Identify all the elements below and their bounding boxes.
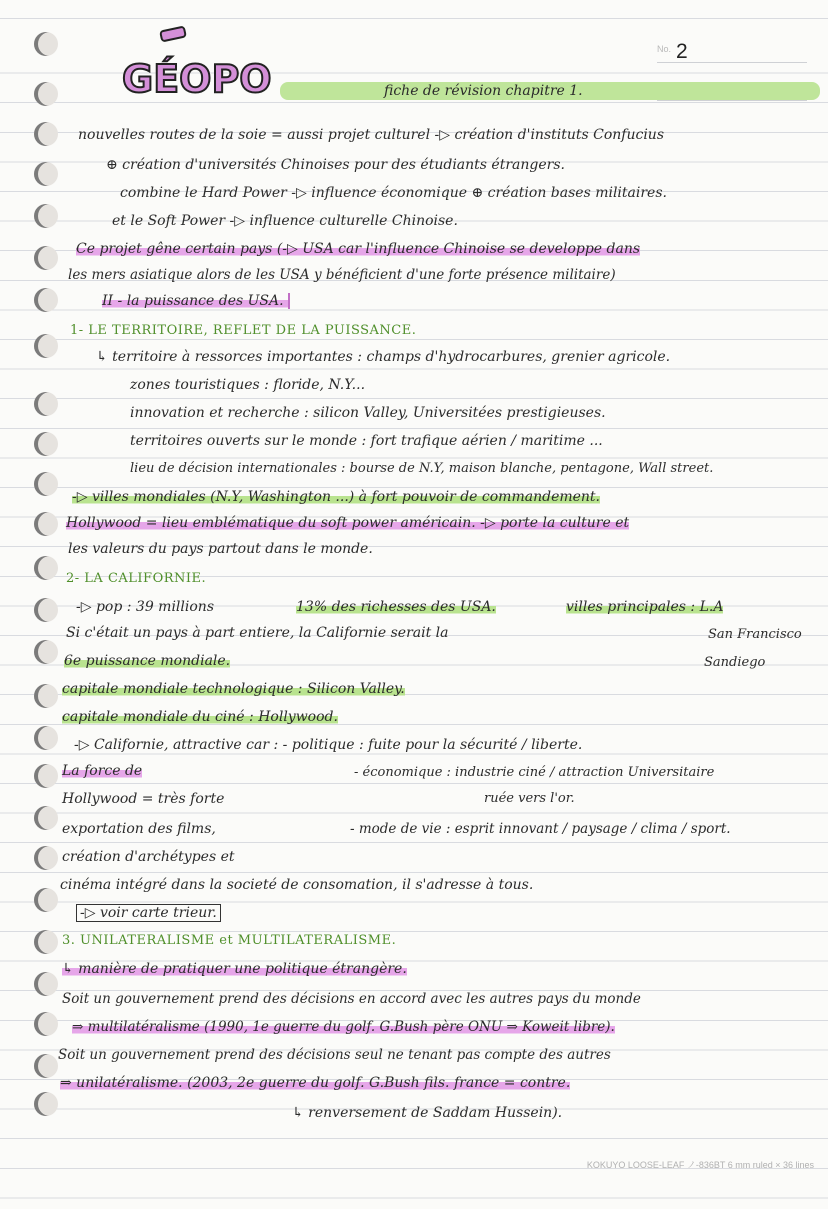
note-line: territoires ouverts sur le monde : fort trafique aérien / maritime ... bbox=[130, 433, 603, 449]
note-line: Soit un gouvernement prend des décisions en accord avec les autres pays du monde bbox=[62, 991, 641, 1007]
note-line: combine le Hard Power -▷ influence économique ⊕ création bases militaires. bbox=[120, 185, 667, 201]
note-line: Sandiego bbox=[704, 655, 766, 670]
binder-hole bbox=[34, 726, 58, 750]
binder-hole bbox=[34, 512, 58, 536]
binder-hole bbox=[34, 162, 58, 186]
paper-brand: KOKUYO LOOSE-LEAF ノ-836BT 6 mm ruled × 36 lines bbox=[586, 1160, 814, 1170]
page-number: 2 bbox=[676, 40, 688, 63]
no-label: No. bbox=[657, 44, 672, 54]
note-line: -▷ pop : 39 millions bbox=[76, 599, 214, 615]
subsection-title: 2- LA CALIFORNIE. bbox=[66, 571, 207, 586]
note-line: Ce projet gêne certain pays (-▷ USA car l'influence Chinoise se developpe dans bbox=[76, 241, 641, 257]
binder-hole bbox=[34, 598, 58, 622]
binder-hole bbox=[34, 32, 58, 56]
binder-hole bbox=[34, 1092, 58, 1116]
binder-hole bbox=[34, 846, 58, 870]
note-line: zones touristiques : floride, N.Y... bbox=[130, 377, 366, 393]
note-line: ↳ renversement de Saddam Hussein). bbox=[292, 1105, 563, 1121]
note-line: capitale mondiale du ciné : Hollywood. bbox=[62, 709, 338, 725]
note-line: -▷ voir carte trieur. bbox=[76, 904, 221, 922]
binder-hole bbox=[34, 556, 58, 580]
note-line: villes principales : L.A bbox=[566, 599, 724, 615]
note-line: 13% des richesses des USA. bbox=[296, 599, 496, 615]
binder-hole bbox=[34, 888, 58, 912]
logo bbox=[120, 52, 280, 102]
note-line: et le Soft Power -▷ influence culturelle Chinoise. bbox=[112, 213, 458, 229]
note-line: - mode de vie : esprit innovant / paysage / clima / sport. bbox=[350, 821, 731, 837]
binder-hole bbox=[34, 764, 58, 788]
note-line: ⊕ création d'universités Chinoises pour des étudiants étrangers. bbox=[106, 157, 565, 173]
note-line: ruée vers l'or. bbox=[484, 791, 575, 806]
note-line: innovation et recherche : silicon Valley, Universitées prestigieuses. bbox=[130, 405, 606, 421]
binder-hole bbox=[34, 204, 58, 228]
note-line: La force de bbox=[62, 763, 143, 779]
binder-hole bbox=[34, 334, 58, 358]
note-line: ⇒ multilatéralisme (1990, 1e guerre du golf. G.Bush père ONU ⇒ Koweit libre). bbox=[72, 1019, 615, 1035]
logo-accent-mark bbox=[159, 25, 187, 42]
binder-hole bbox=[34, 1012, 58, 1036]
note-line: Soit un gouvernement prend des décisions seul ne tenant pas compte des autres bbox=[58, 1047, 611, 1063]
page-title: fiche de révision chapitre 1. bbox=[384, 83, 583, 99]
section-title: II - la puissance des USA. bbox=[102, 292, 290, 310]
note-line: création d'archétypes et bbox=[62, 849, 235, 865]
note-line: ↳ manière de pratiquer une politique étrangère. bbox=[62, 961, 407, 977]
binder-hole bbox=[34, 122, 58, 146]
binder-hole bbox=[34, 82, 58, 106]
binder-hole bbox=[34, 1054, 58, 1078]
binder-hole bbox=[34, 640, 58, 664]
subsection-title: 1- LE TERRITOIRE, REFLET DE LA PUISSANCE. bbox=[70, 323, 417, 338]
note-line: capitale mondiale technologique : Silicon Valley. bbox=[62, 681, 405, 697]
note-line: Hollywood = très forte bbox=[62, 791, 225, 807]
note-line: les valeurs du pays partout dans le monde. bbox=[68, 541, 373, 557]
binder-hole bbox=[34, 246, 58, 270]
binder-holes bbox=[0, 0, 70, 1209]
binder-hole bbox=[34, 806, 58, 830]
note-line: Si c'était un pays à part entiere, la Californie serait la bbox=[66, 625, 449, 641]
note-line: -▷ villes mondiales (N.Y, Washington ...) à fort pouvoir de commandement. bbox=[72, 489, 601, 505]
binder-hole bbox=[34, 392, 58, 416]
binder-hole bbox=[34, 472, 58, 496]
note-line: lieu de décision internationales : bourse de N.Y, maison blanche, pentagone, Wall street. bbox=[130, 461, 714, 476]
note-line: nouvelles routes de la soie = aussi projet culturel -▷ création d'instituts Confucius bbox=[78, 127, 665, 143]
note-line: San Francisco bbox=[708, 627, 802, 642]
note-line: ↳ territoire à ressorces importantes : champs d'hydrocarbures, grenier agricole. bbox=[96, 349, 671, 365]
note-line: - économique : industrie ciné / attraction Universitaire bbox=[354, 765, 715, 780]
note-line: Hollywood = lieu emblématique du soft power américain. -▷ porte la culture et bbox=[66, 515, 630, 531]
binder-hole bbox=[34, 930, 58, 954]
binder-hole bbox=[34, 972, 58, 996]
binder-hole bbox=[34, 684, 58, 708]
binder-hole bbox=[34, 432, 58, 456]
note-line: 6e puissance mondiale. bbox=[64, 653, 231, 669]
note-line: ⇒ unilatéralisme. (2003, 2e guerre du golf. G.Bush fils. france = contre. bbox=[60, 1075, 571, 1091]
note-line: -▷ Californie, attractive car : - politique : fuite pour la sécurité / liberte. bbox=[74, 737, 583, 753]
note-line: cinéma intégré dans la societé de consomation, il s'adresse à tous. bbox=[60, 877, 534, 893]
subsection-title: 3. UNILATERALISME et MULTILATERALISME. bbox=[62, 933, 397, 948]
note-line: exportation des films, bbox=[62, 821, 216, 837]
note-line: les mers asiatique alors de les USA y bénéficient d'une forte présence militaire) bbox=[68, 267, 616, 283]
logo-text: GÉOPO bbox=[122, 57, 272, 101]
binder-hole bbox=[34, 288, 58, 312]
